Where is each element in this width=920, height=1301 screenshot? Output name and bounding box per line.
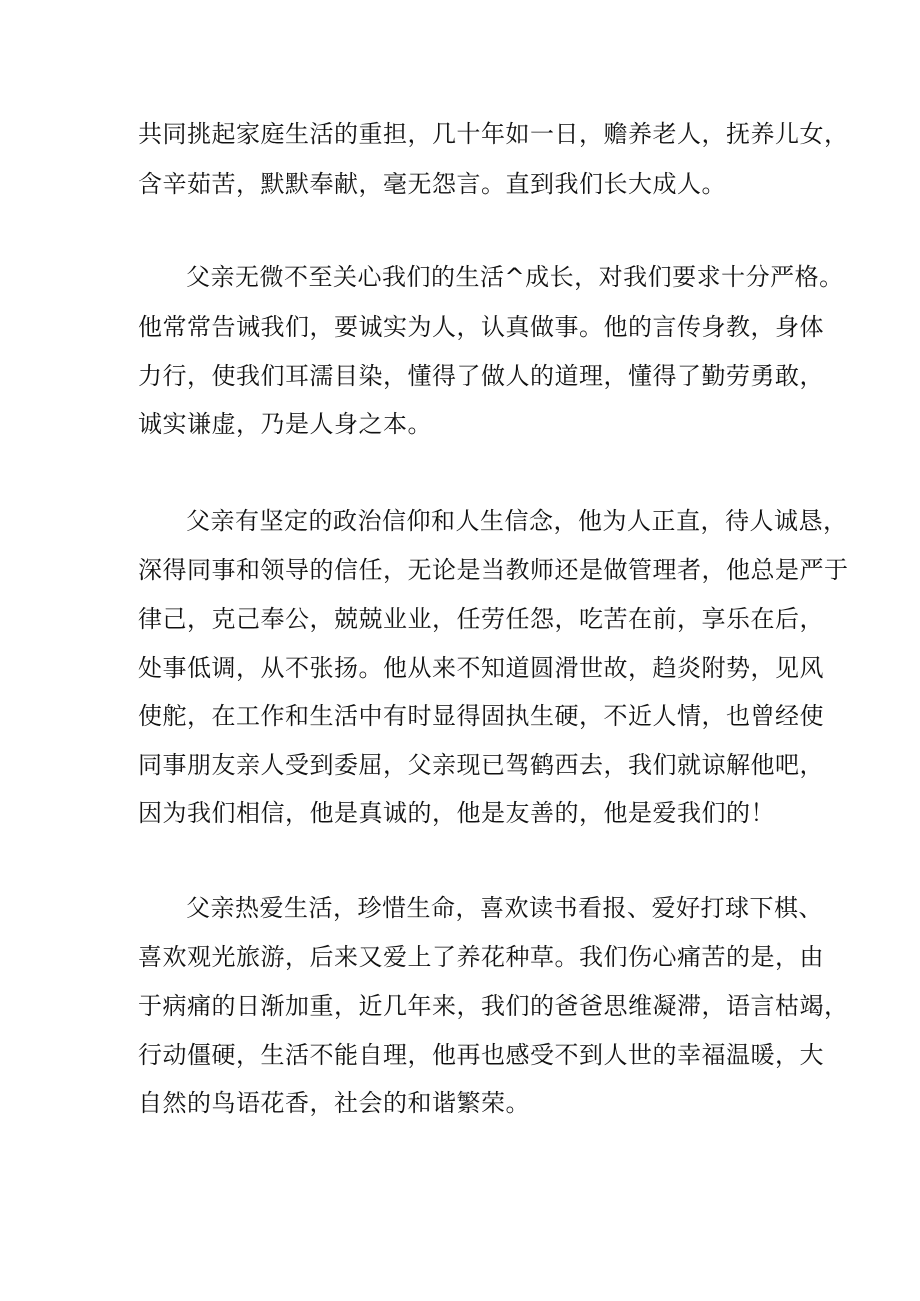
paragraph-4-line-1: 父亲热爱生活，珍惜生命，喜欢读书看报、爱好打球下棋、 — [186, 894, 823, 922]
paragraph-3-line-1: 父亲有坚定的政治信仰和人生信念，他为人正直，待人诚恳， — [186, 507, 848, 535]
paragraph-3-line-4: 处事低调，从不张扬。他从来不知道圆滑世故，趋炎附势，见风 — [138, 654, 824, 682]
paragraph-4-line-4: 行动僵硬，生活不能自理，他再也感受不到人世的幸福温暖，大 — [138, 1041, 824, 1069]
paragraph-1-line-1: 共同挑起家庭生活的重担，几十年如一日，赡养老人，抚养儿女， — [138, 120, 849, 148]
paragraph-2-line-3: 力行，使我们耳濡目染，懂得了做人的道理，懂得了勤劳勇敢， — [138, 362, 824, 390]
paragraph-3-line-3: 律己，克己奉公，兢兢业业，任劳任怨，吃苦在前，享乐在后， — [138, 605, 824, 633]
paragraph-4-line-5: 自然的鸟语花香，社会的和谐繁荣。 — [138, 1089, 530, 1117]
paragraph-3-line-7: 因为我们相信，他是真诚的，他是友善的，他是爱我们的！ — [138, 799, 775, 827]
paragraph-1-line-2: 含辛茹苦，默默奉献，毫无怨言。直到我们长大成人。 — [138, 170, 726, 198]
paragraph-2-line-1: 父亲无微不至关心我们的生活^成长，对我们要求十分严格。 — [186, 263, 844, 291]
paragraph-3-line-6: 同事朋友亲人受到委屈，父亲现已驾鹤西去，我们就谅解他吧， — [138, 751, 824, 779]
paragraph-2-line-2: 他常常告诫我们，要诚实为人，认真做事。他的言传身教，身体 — [138, 313, 824, 341]
paragraph-3-line-5: 使舵，在工作和生活中有时显得固执生硬，不近人情，也曾经使 — [138, 702, 824, 730]
paragraph-4-line-3: 于病痛的日渐加重，近几年来，我们的爸爸思维凝滞，语言枯竭， — [138, 992, 849, 1020]
paragraph-3-line-2: 深得同事和领导的信任，无论是当教师还是做管理者，他总是严于 — [138, 556, 849, 584]
paragraph-2-line-4: 诚实谦虚，乃是人身之本。 — [138, 410, 432, 438]
paragraph-4-line-2: 喜欢观光旅游，后来又爱上了养花种草。我们伤心痛苦的是，由 — [138, 943, 824, 971]
